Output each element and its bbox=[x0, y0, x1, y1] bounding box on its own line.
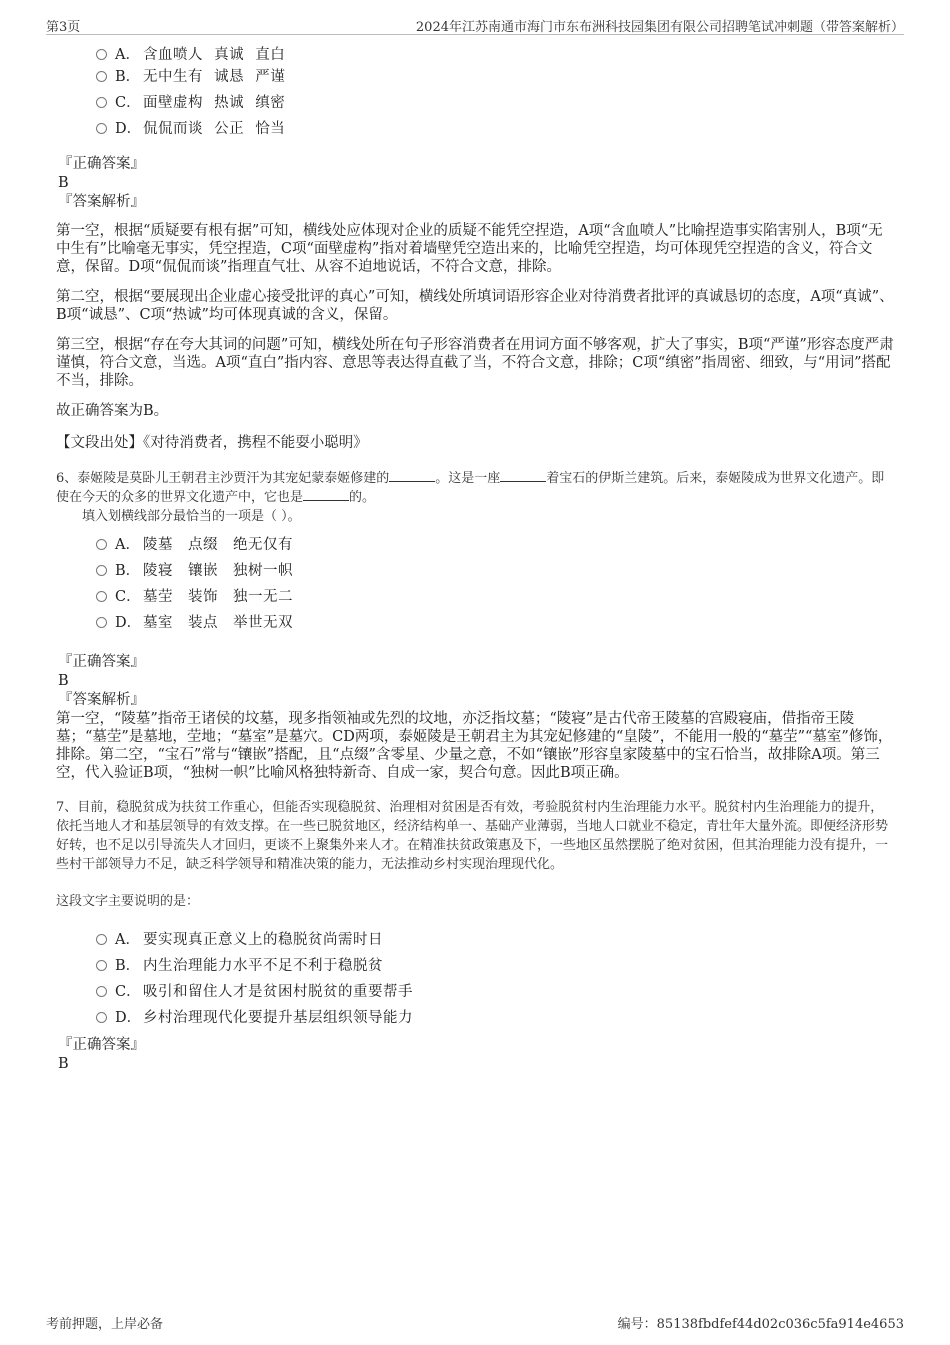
page-footer bbox=[46, 1311, 904, 1332]
q5-analysis-paragraph: 第三空，根据“存在夸大其词的问题”可知，横线处所在句子形容消费者在用词方面不够客观，扩大了事实，B项“严谨”形容态度严肃谨慎，符合文意，当选。A项“直白”指内容、意思等表达得直截了当，不符合文意，排除；C项“缜密”指周密、细致，与“用词”搭配不当，排除。 bbox=[56, 337, 894, 389]
radio-icon[interactable] bbox=[96, 986, 107, 997]
radio-icon[interactable] bbox=[96, 934, 107, 945]
q5-answer-label: 『正确答案』 bbox=[58, 156, 145, 172]
q5-answer: B bbox=[58, 175, 69, 191]
q5-analysis-paragraph: 第一空，根据“质疑要有根有据”可知，横线处应体现对企业的质疑不能凭空捏造，A项“含血喷人”比喻捏造事实陷害别人，B项“无中生有”比喻毫无事实，凭空捏造，C项“面壁虚构”指对着墙壁凭空造出来的，比喻凭空捏造，均可体现凭空捏造的含义，符合文意，保留。D项“侃侃而谈”指理直气壮、从容不迫地说话，不符合文意，排除。 bbox=[56, 223, 883, 275]
q5-option-a[interactable]: A． 含血喷人 真诚 直白 bbox=[96, 46, 894, 64]
radio-icon[interactable] bbox=[96, 591, 107, 602]
radio-icon[interactable] bbox=[96, 97, 107, 108]
radio-icon[interactable] bbox=[96, 565, 107, 576]
document-title: 2024年江苏南通市海门市东布洲科技园集团有限公司招聘笔试冲刺题（带答案解析） bbox=[415, 20, 904, 35]
q7-answer-label: 『正确答案』 bbox=[58, 1037, 145, 1053]
document-serial: 编号：85138fbdfef44d02c036c5fa914e4653 bbox=[617, 1317, 904, 1332]
q5-analysis-paragraph: 第二空，根据“要展现出企业虚心接受批评的真心”可知，横线处所填词语形容企业对待消费者批评的真诚恳切的态度，A项“真诚”、B项“诚恳”、C项“热诚”均可体现真诚的含义，保留。 bbox=[56, 289, 894, 323]
radio-icon[interactable] bbox=[96, 960, 107, 971]
blank-line bbox=[389, 469, 435, 482]
q7-answer: B bbox=[58, 1056, 69, 1072]
q7-option-a[interactable]: A． 要实现真正意义上的稳脱贫尚需时日 bbox=[96, 927, 894, 953]
q7-option-c[interactable]: C． 吸引和留住人才是贫困村脱贫的重要帮手 bbox=[96, 979, 894, 1005]
q6-answer-label: 『正确答案』 bbox=[58, 654, 145, 670]
q7-stem: 7、目前，稳脱贫成为扶贫工作重心，但能否实现稳脱贫、治理相对贫困是否有效，考验脱贫村内生治理能力水平。脱贫村内生治理能力的提升，依托当地人才和基层领导的有效支撑。在一些已脱贫地区，经济结构单一、基础产业薄弱，当地人口就业不稳定，青壮年大量外流。即便经济形势好转，也不足以引导流失人才回归，更谈不上聚集外来人才。在精准扶贫政策惠及下，一些地区虽然摆脱了绝对贫困，但其治理能力没有提升，一些村干部领导力不足，缺乏科学领导和精准决策的能力，无法推动乡村实现治理现代化。 bbox=[56, 800, 889, 872]
q6-analysis: 第一空，“陵墓”指帝王诸侯的坟墓，现多指领袖或先烈的坟地，亦泛指坟墓；“陵寝”是古代帝王陵墓的宫殿寝庙，借指帝王陵墓；“墓茔”是墓地，茔地；“墓室”是墓穴。CD两项，泰姬陵是王朝君主为其宠妃修建的“皇陵”，不能用一般的“墓茔”“墓室”修饰，排除。第二空，“宝石”常与“镶嵌”搭配，且“点缀”含零星、少量之意，不如“镶嵌”形容皇家陵墓中的宝石恰当，故排除A项。第三空，代入验证B项，“独树一帜”比喻风格独特新奇、自成一家，契合句意。因此B项正确。 bbox=[56, 711, 893, 781]
radio-icon[interactable] bbox=[96, 1012, 107, 1023]
page-number: 第3页 bbox=[46, 20, 81, 35]
radio-icon[interactable] bbox=[96, 49, 107, 60]
radio-icon[interactable] bbox=[96, 539, 107, 550]
q6-stem: 6、泰姬陵是莫卧儿王朝君主沙贾汗为其宠妃蒙泰姬修建的 。这是一座 着宝石的伊斯兰建筑。后来，泰姬陵成为世界文化遗产。即使在今天的众多的世界文化遗产中，它也是 的。 bbox=[56, 471, 885, 505]
radio-icon[interactable] bbox=[96, 617, 107, 628]
radio-icon[interactable] bbox=[96, 71, 107, 82]
q5-option-d[interactable]: D． 侃侃而谈 公正 恰当 bbox=[96, 116, 894, 142]
q5-options bbox=[96, 46, 894, 142]
q5-source: 【文段出处】《对待消费者，携程不能耍小聪明》 bbox=[56, 435, 368, 451]
q6-options bbox=[96, 532, 894, 636]
q7-option-b[interactable]: B． 内生治理能力水平不足不利于稳脱贫 bbox=[96, 953, 894, 979]
q6-option-a[interactable]: A． 陵墓 点缀 绝无仅有 bbox=[96, 532, 894, 558]
q6-answer: B bbox=[58, 673, 69, 689]
q6-analysis-label: 『答案解析』 bbox=[58, 692, 145, 708]
q7-option-d[interactable]: D． 乡村治理现代化要提升基层组织领导能力 bbox=[96, 1005, 894, 1031]
q7-question: 这段文字主要说明的是： bbox=[56, 894, 200, 909]
radio-icon[interactable] bbox=[96, 123, 107, 134]
q5-analysis-label: 『答案解析』 bbox=[58, 194, 145, 210]
page-content bbox=[56, 46, 894, 1073]
blank-line bbox=[500, 469, 546, 482]
q6-option-c[interactable]: C． 墓茔 装饰 独一无二 bbox=[96, 584, 894, 610]
blank-line bbox=[303, 488, 349, 501]
q5-option-c[interactable]: C． 面壁虚构 热诚 缜密 bbox=[96, 90, 894, 116]
q5-option-b[interactable]: B． 无中生有 诚恳 严谨 bbox=[96, 64, 894, 90]
q6-option-b[interactable]: B． 陵寝 镶嵌 独树一帜 bbox=[96, 558, 894, 584]
q6-option-d[interactable]: D． 墓室 装点 举世无双 bbox=[96, 610, 894, 636]
q7-options bbox=[96, 927, 894, 1031]
page-header bbox=[46, 14, 904, 35]
q5-analysis-conclusion: 故正确答案为B。 bbox=[56, 403, 169, 419]
q6-instruction: 填入划横线部分最恰当的一项是（ ）。 bbox=[82, 509, 301, 524]
footer-slogan: 考前押题，上岸必备 bbox=[46, 1317, 164, 1332]
